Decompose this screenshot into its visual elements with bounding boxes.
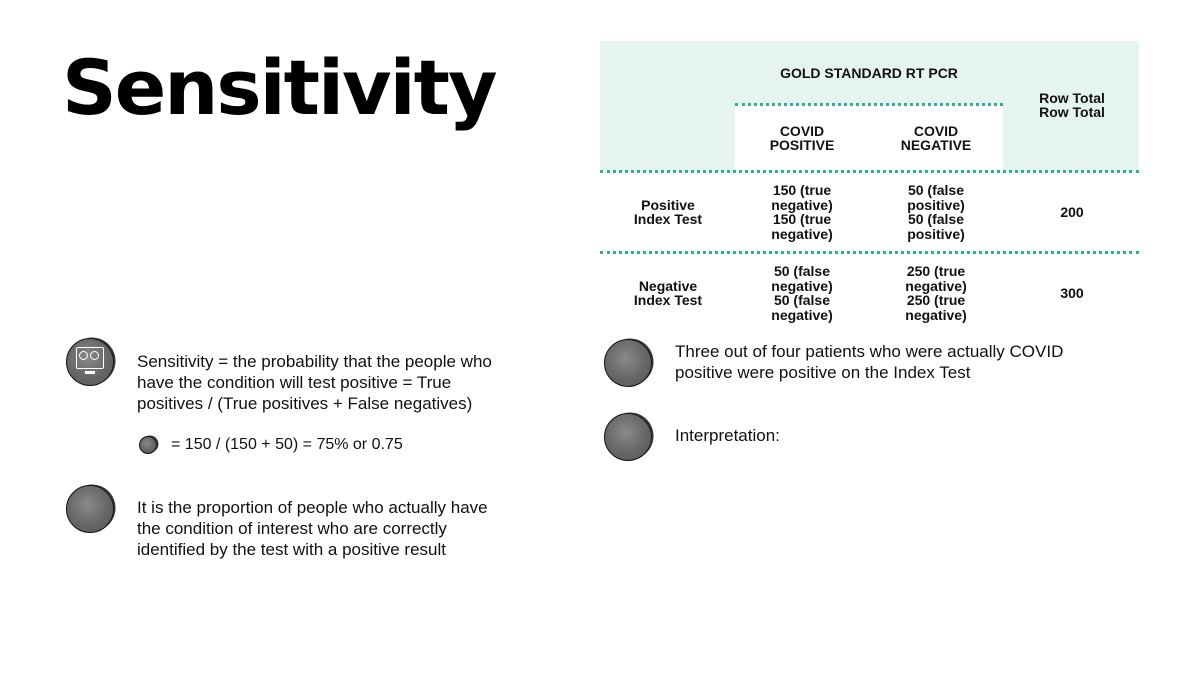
cell-false-positive: 50 (false positive) 50 (false positive) (907, 182, 965, 242)
bullet-blob (604, 413, 652, 461)
sensitivity-definition: Sensitivity = the probability that the people who have the condition will test positive = True positives / (True positives + False negatives) (137, 352, 492, 413)
bullet-blob (66, 485, 114, 533)
monitor-stand (85, 371, 95, 374)
dotted-divider (735, 103, 1003, 106)
choice-a-icon (79, 351, 88, 360)
gold-standard-header: GOLD STANDARD RT PCR (780, 64, 958, 81)
small-bullet-blob (139, 436, 157, 454)
cell-false-negative: 50 (false negative) 50 (false negative) (771, 263, 833, 323)
proportion-explanation: It is the proportion of people who actually have the condition of interest who are correctly identified by the test with a positive result (137, 498, 488, 559)
cell-true-negative: 250 (true negative) 250 (true negative) (905, 263, 967, 323)
slide-title: Sensitivity (62, 43, 496, 132)
row-label-negative-index: Negative Index Test (633, 277, 703, 308)
interpretation-label: Interpretation: (675, 426, 780, 445)
sensitivity-formula: = 150 / (150 + 50) = 75% or 0.75 (171, 436, 403, 453)
row-label-positive-index: Positive Index Test (633, 196, 703, 227)
row-total-positive: 200 (1060, 203, 1084, 220)
cell-true-positive: 150 (true negative) 150 (true negative) (771, 182, 833, 242)
monitor-icon (76, 347, 104, 369)
bullet-blob (604, 339, 652, 387)
result-statement: Three out of four patients who were actually COVID positive were positive on the Index Test (675, 342, 1064, 382)
col-header-covid-positive: COVID POSITIVE (769, 122, 835, 153)
col-header-covid-negative: COVID NEGATIVE (900, 122, 972, 153)
bullet-blob (66, 338, 114, 386)
row-total-header: Row Total Row Total (1039, 89, 1105, 120)
choice-b-icon (90, 351, 99, 360)
row-total-negative: 300 (1060, 284, 1084, 301)
